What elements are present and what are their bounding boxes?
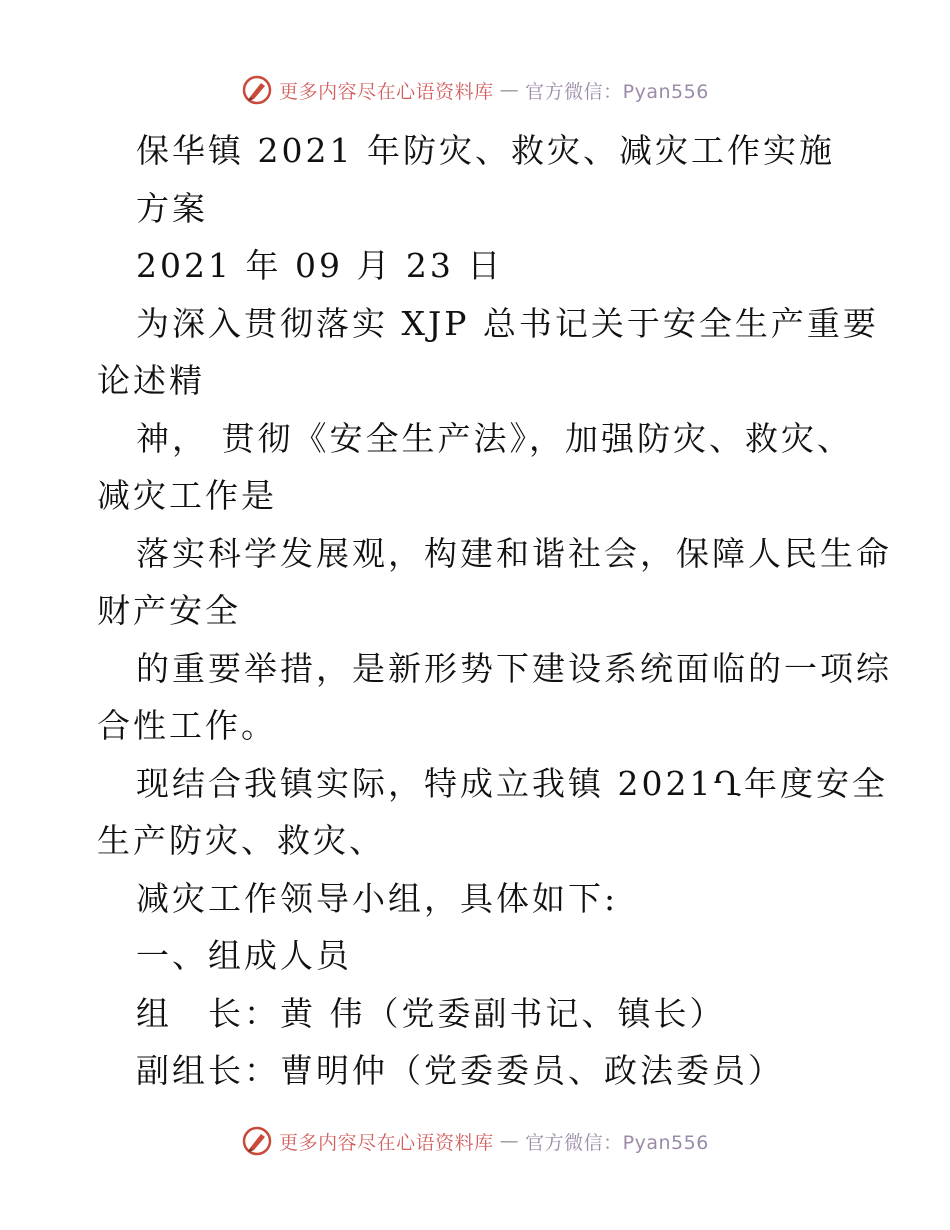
document-line: 副组长：曹明仲（党委委员、政法委员） [136, 1051, 784, 1090]
document-line: 生产防灾、救灾、 [97, 821, 385, 860]
document-line: 论述精 [97, 361, 205, 400]
document-line: 组 长：黄 伟（党委副书记、镇长） [136, 993, 726, 1033]
header-watermark [0, 70, 950, 110]
watermark-main-text: 更多内容尽在心语资料库 [279, 1131, 494, 1154]
pen-logo-icon [241, 74, 273, 106]
document-line: 减灾工作领导小组，具体如下: [136, 878, 619, 918]
document-line: 方案 [136, 188, 208, 228]
document-line: 财产安全 [97, 591, 241, 630]
document-line: 减灾工作是 [97, 476, 277, 515]
document-line: 保华镇 2021 年防灾、救灾、减灾工作实施 [136, 131, 835, 170]
document-line: 合性工作。 [97, 706, 277, 745]
watermark-separator: — [499, 79, 520, 101]
footer-watermark [0, 1121, 950, 1161]
watermark-separator: — [499, 1130, 520, 1152]
watermark-contact: 官方微信：Pyan556 [525, 1131, 709, 1154]
document-line: 的重要举措，是新形势下建设系统面临的一项综 [136, 648, 892, 688]
document-line: 神， 贯彻《安全生产法》，加强防灾、救灾、 [136, 418, 853, 458]
watermark-contact: 官方微信：Pyan556 [525, 80, 709, 103]
document-line: 现结合我镇实际，特成立我镇 2021Ղ年度安全 [136, 763, 888, 803]
document-body [0, 122, 950, 1100]
pen-logo-icon [241, 1125, 273, 1157]
document-line: 一、组成人员 [136, 936, 352, 975]
document-line: 2021 年 09 月 23 日 [136, 246, 504, 285]
watermark-main-text: 更多内容尽在心语资料库 [279, 80, 494, 103]
document-line: 为深入贯彻落实 XJP 总书记关于安全生产重要 [136, 303, 879, 343]
document-line: 落实科学发展观，构建和谐社会，保障人民生命 [136, 533, 892, 573]
